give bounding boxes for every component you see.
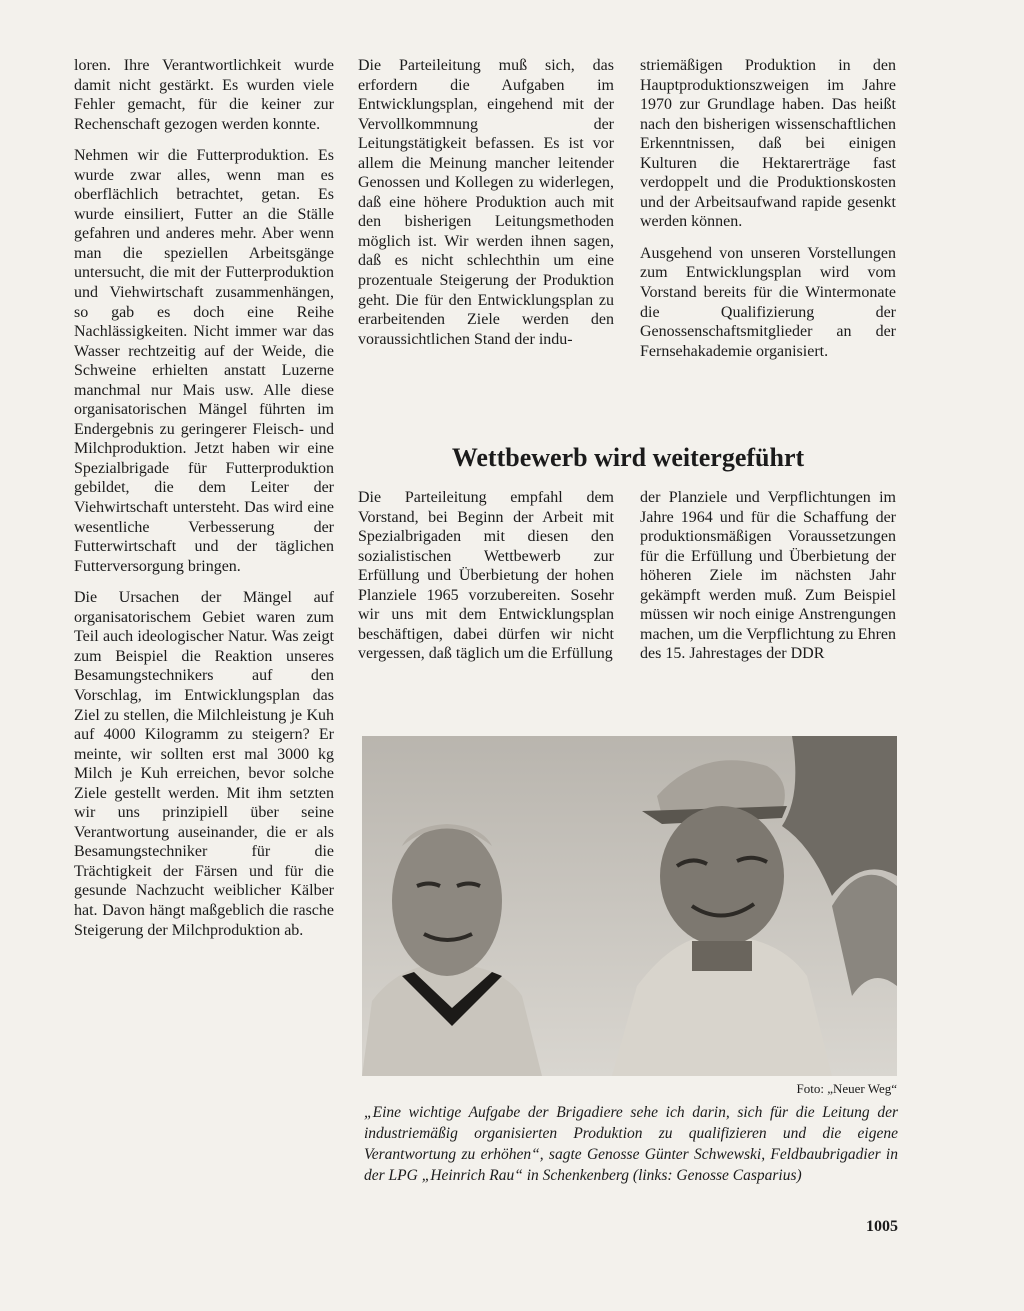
news-photo	[362, 736, 897, 1076]
article-column-right	[640, 56, 896, 373]
paragraph: loren. Ihre Verantwortlichkeit wurde damit nicht gestärkt. Es wurden viele Fehler gemacht, für die keiner zur Rechenschaft gezogen werden konnte.	[74, 57, 334, 133]
section-column-right	[640, 488, 896, 676]
paragraph: Die Ursachen der Mängel auf organisatorischem Gebiet waren zum Teil auch ideologischer Natur. Was zeigt zum Beispiel die Reaktion unseres Besamungstechnikers auf den Vorschlag, im Entwicklungsplan das Ziel zu stellen, die Milchleistung je Kuh auf 4000 Kilogramm zu steigern? Er meinte, wir sollten erst mal 3000 kg Milch je Kuh erreichen, bevor solche Ziele gestellt werden. Mit ihm setzten wir uns prinzipiell über seine Verantwortung auseinander, die er als Besamungstechniker für die Trächtigkeit der Färsen und für die gesunde Nachzucht weiblicher Kälber hat. Davon hängt maßgeblich die rasche Steigerung der Milchproduktion ab.	[74, 589, 334, 939]
page-number: 1005	[866, 1218, 898, 1235]
paragraph: striemäßigen Produktion in den Hauptproduktionszweigen im Jahre 1970 zur Grundlage haben. Das heißt nach den bisherigen wissenschaftlichen Erkenntnissen, daß bei einigen Kulturen die Hektarerträge fast verdoppelt und die Produktionskosten und der Arbeitsaufwand rapide gesenkt werden können.	[640, 57, 896, 231]
section-column-left	[358, 488, 614, 676]
section-headline: Wettbewerb wird weitergeführt	[451, 443, 805, 472]
paragraph: Ausgehend von unseren Vorstellungen zum Entwicklungsplan wird vom Vorstand bereits für die Wintermonate die Qualifizierung der Genossenschaftsmitglieder an der Fernsehakademie organisiert.	[640, 244, 896, 360]
article-column-left	[74, 56, 334, 952]
paragraph: Die Parteileitung muß sich, das erfordern die Aufgaben im Entwicklungsplan, eingehend mit der Vervollkommnung der Leitungstätigkeit befassen. Es ist vor allem die Meinung mancher leitender Genossen und Kollegen zu widerlegen, daß eine höhere Produktion auch mit den bisherigen Leitungsmethoden möglich ist. Wir werden ihnen sagen, daß es nicht schlechthin um eine prozentuale Steigerung der Produktion geht. Die für den Entwicklungsplan zu erarbeitenden Ziele werden den voraussichtlichen Stand der indu-	[358, 57, 614, 348]
paragraph: Die Parteileitung empfahl dem Vorstand, bei Beginn der Arbeit mit Spezialbrigaden mit diesen den sozialistischen Wettbewerb zur Erfüllung und Überbietung der hohen Planziele 1965 vorzubereiten. Sosehr wir uns mit dem Entwicklungsplan beschäftigen, dabei dürfen wir nicht vergessen, daß täglich um die Erfüllung	[358, 489, 614, 663]
paragraph: Nehmen wir die Futterproduktion. Es wurde zwar alles, wenn man es oberflächlich betrachtet, getan. Es wurde einsiliert, Futter an die Ställe gefahren und anderes mehr. Aber wenn man die speziellen Arbeitsgänge untersucht, die mit der Futterproduktion und Viehwirtschaft zusammenhängen, so gab es doch eine Reihe Nachlässigkeiten. Nicht immer war das Wasser rechtzeitig auf der Weide, die Schweine erhielten anstatt Luzerne manchmal nur Mais usw. Alle diese organisatorischen Mängel führten im Endergebnis zu geringerer Fleisch- und Milchproduktion. Jetzt haben wir eine Spezialbrigade für Futterproduktion gebildet, die dem Leiter der Viehwirtschaft untersteht. Das wird eine wesentliche Verbesserung der Futterwirtschaft und der täglichen Futterversorgung bringen.	[74, 147, 334, 575]
photo-caption: „Eine wichtige Aufgabe der Brigadiere sehe ich darin, sich für die Leitung der industriemäßig organisierten Produktion zu qualifizieren und die eigene Verantwortung zu erhöhen“, sagte Genosse Günter Schwewski, Feldbaubrigadier in der LPG „Heinrich Rau“ in Schenkenberg (links: Genosse Casparius)	[364, 1104, 898, 1184]
paragraph: der Planziele und Verpflichtungen im Jahre 1964 und für die Schaffung der produktionsmäßigen Voraussetzungen für die Erfüllung und Überbietung der höheren Ziele im nächsten Jahr gekämpft werden muß. Zum Beispiel müssen wir noch einige Anstrengungen machen, um die Verpflichtung zu Ehren des 15. Jahrestages der DDR	[640, 489, 896, 663]
photo-two-men-illustration	[362, 736, 897, 1076]
photo-credit: Foto: „Neuer Weg“	[796, 1081, 897, 1096]
article-column-middle	[358, 56, 614, 361]
